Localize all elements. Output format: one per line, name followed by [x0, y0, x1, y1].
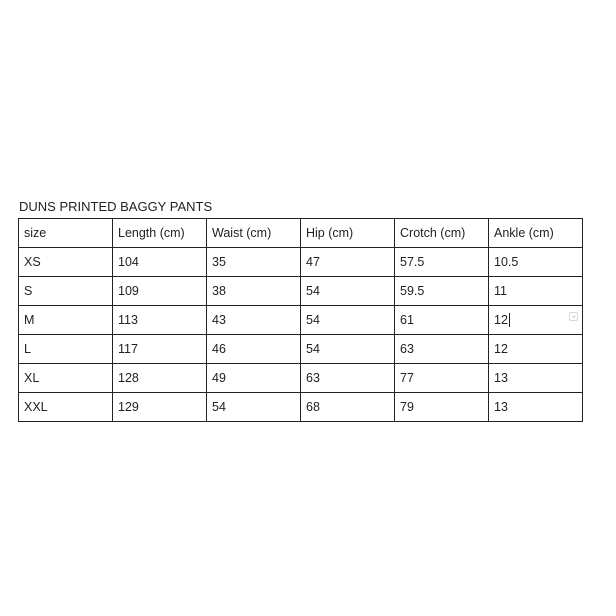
table-row [19, 248, 583, 277]
table-cell-length[interactable]: 117 [113, 335, 207, 364]
table-cell-ankle[interactable]: 11 [489, 277, 583, 306]
table-cell-hip[interactable]: 54 [301, 335, 395, 364]
table-cell-ankle[interactable]: 13 [489, 364, 583, 393]
table-cell-size[interactable]: M [19, 306, 113, 335]
table-cell-waist[interactable]: 54 [207, 393, 301, 422]
table-cell-hip[interactable]: 47 [301, 248, 395, 277]
table-title: DUNS PRINTED BAGGY PANTS [19, 199, 213, 214]
table-cell-crotch[interactable]: 59.5 [395, 277, 489, 306]
table-row [19, 393, 583, 422]
table-row [19, 335, 583, 364]
header-cell-ankle[interactable]: Ankle (cm) [489, 219, 583, 248]
table-cell-ankle[interactable]: 10.5 [489, 248, 583, 277]
table-cell-size[interactable]: XS [19, 248, 113, 277]
table-cell-waist[interactable]: 43 [207, 306, 301, 335]
table-cell-size[interactable]: XXL [19, 393, 113, 422]
table-cell-length[interactable]: 128 [113, 364, 207, 393]
table-row [19, 277, 583, 306]
header-cell-crotch[interactable]: Crotch (cm) [395, 219, 489, 248]
table-cell-crotch[interactable]: 63 [395, 335, 489, 364]
table-cell-length[interactable]: 113 [113, 306, 207, 335]
size-chart-table [18, 218, 583, 422]
table-header-row [19, 219, 583, 248]
table-cell-length[interactable]: 109 [113, 277, 207, 306]
cell-value: 12 [494, 313, 508, 327]
table-cell-crotch[interactable]: 77 [395, 364, 489, 393]
table-cell-size[interactable]: S [19, 277, 113, 306]
table-cell-crotch[interactable]: 79 [395, 393, 489, 422]
table-cell-size[interactable]: XL [19, 364, 113, 393]
header-cell-size[interactable]: size [19, 219, 113, 248]
table-row [19, 364, 583, 393]
table-cell-hip[interactable]: 68 [301, 393, 395, 422]
table-cell-size[interactable]: L [19, 335, 113, 364]
table-cell-hip[interactable]: 63 [301, 364, 395, 393]
table-cell-ankle-active[interactable] [489, 306, 583, 335]
text-cursor [509, 313, 510, 327]
table-cell-ankle[interactable]: 13 [489, 393, 583, 422]
table-cell-hip[interactable]: 54 [301, 277, 395, 306]
table-row [19, 306, 583, 335]
table-cell-waist[interactable]: 38 [207, 277, 301, 306]
header-cell-length[interactable]: Length (cm) [113, 219, 207, 248]
table-cell-crotch[interactable]: 57.5 [395, 248, 489, 277]
table-cell-hip[interactable]: 54 [301, 306, 395, 335]
header-cell-waist[interactable]: Waist (cm) [207, 219, 301, 248]
table-cell-waist[interactable]: 46 [207, 335, 301, 364]
table-cell-crotch[interactable]: 61 [395, 306, 489, 335]
dropdown-arrow-icon[interactable] [569, 312, 578, 321]
table-cell-length[interactable]: 104 [113, 248, 207, 277]
table-cell-ankle[interactable]: 12 [489, 335, 583, 364]
header-cell-hip[interactable]: Hip (cm) [301, 219, 395, 248]
table-cell-waist[interactable]: 49 [207, 364, 301, 393]
table-cell-length[interactable]: 129 [113, 393, 207, 422]
table-cell-waist[interactable]: 35 [207, 248, 301, 277]
